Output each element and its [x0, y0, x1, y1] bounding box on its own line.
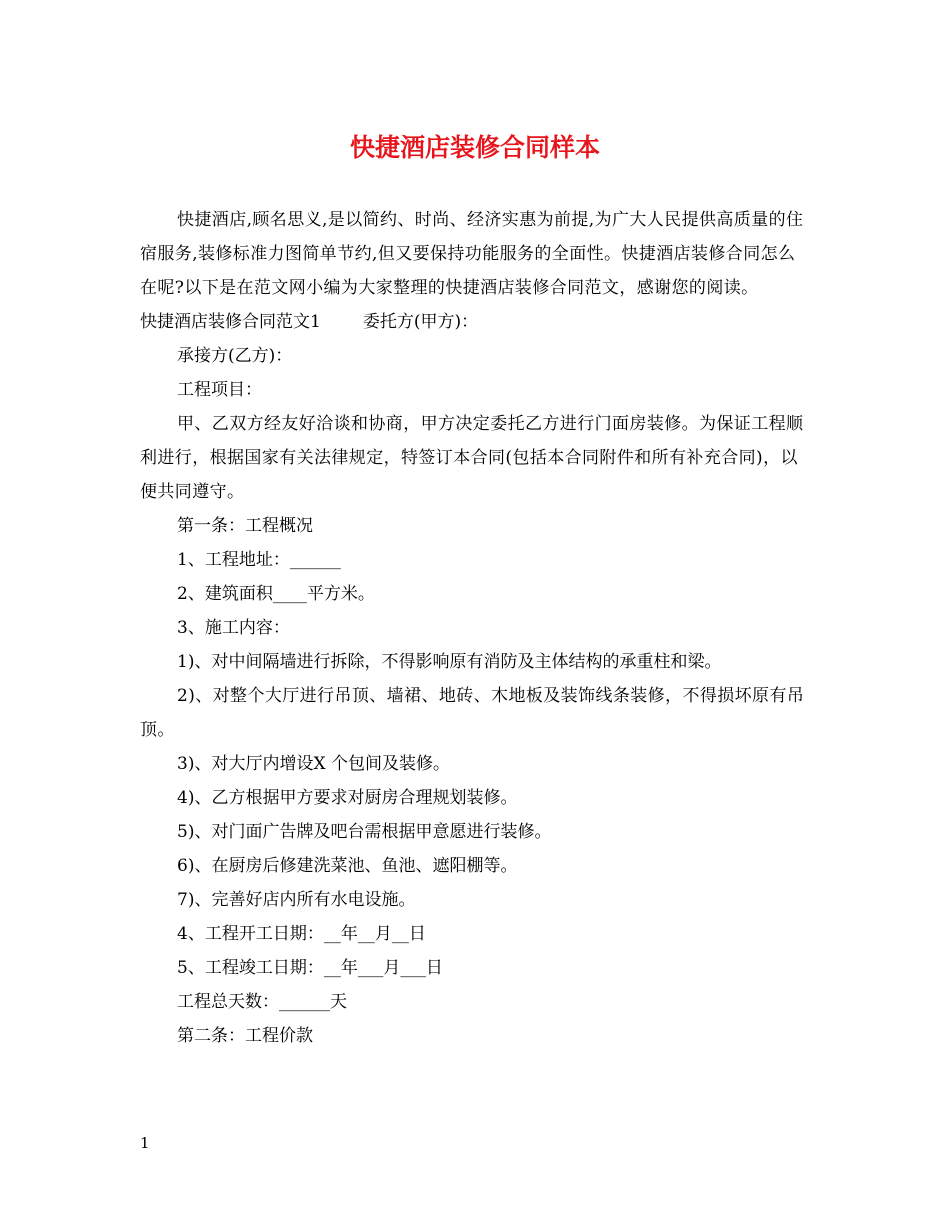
document-body: [140, 203, 812, 1053]
party-b-label: 承接方(乙方)：: [177, 346, 293, 366]
sub-item-3: 3)、对大厅内增设X 个包间及装修。: [177, 754, 450, 774]
page-number: 1: [140, 1134, 150, 1152]
party-a-label: 委托方(甲方)：: [362, 312, 479, 332]
item-address: 1、工程地址：______: [177, 550, 341, 570]
sub-item-1: 1)、对中间隔墙进行拆除，不得影响原有消防及主体结构的承重柱和梁。: [177, 652, 722, 672]
project-label: 工程项目：: [177, 380, 262, 400]
item-start-date: 4、工程开工日期：__年__月__日: [177, 924, 426, 944]
sub-item-7: 7)、完善好店内所有水电设施。: [177, 890, 416, 910]
article-2-heading: 第二条：工程价款: [177, 1026, 313, 1046]
total-days: 工程总天数：______天: [177, 992, 347, 1012]
sub-item-4: 4)、乙方根据甲方要求对厨房合理规划装修。: [177, 788, 518, 808]
sub-item-5: 5)、对门面广告牌及吧台需根据甲意愿进行装修。: [177, 822, 552, 842]
agreement-paragraph: 甲、乙双方经友好洽谈和协商，甲方决定委托乙方进行门面房装修。为保证工程顺利进行，根据国家有关法律规定，特签订本合同(包括本合同附件和所有补充合同)，以便共同遵守。: [140, 414, 804, 502]
sub-item-2: 2)、对整个大厅进行吊顶、墙裙、地砖、木地板及装饰线条装修，不得损坏原有吊顶。: [140, 686, 805, 740]
article-1-heading: 第一条：工程概况: [177, 516, 313, 536]
item-content: 3、施工内容：: [177, 618, 290, 638]
item-end-date: 5、工程竣工日期：__年___月___日: [177, 958, 443, 978]
sub-item-6: 6)、在厨房后修建洗菜池、鱼池、遮阳棚等。: [177, 856, 518, 876]
item-area: 2、建筑面积____平方米。: [177, 584, 375, 604]
sample-heading-line: [140, 305, 812, 339]
document-title: 快捷酒店装修合同样本: [349, 133, 600, 162]
intro-paragraph: 快捷酒店,顾名思义,是以简约、时尚、经济实惠为前提,为广大人民提供高质量的住宿服务,装修标准力图简单节约,但又要保持功能服务的全面性。快捷酒店装修合同怎么在呢?以下是在范文网小编为大家整理的快捷酒店装修合同范文，感谢您的阅读。: [140, 210, 804, 298]
sample-heading: 快捷酒店装修合同范文1: [140, 312, 321, 332]
